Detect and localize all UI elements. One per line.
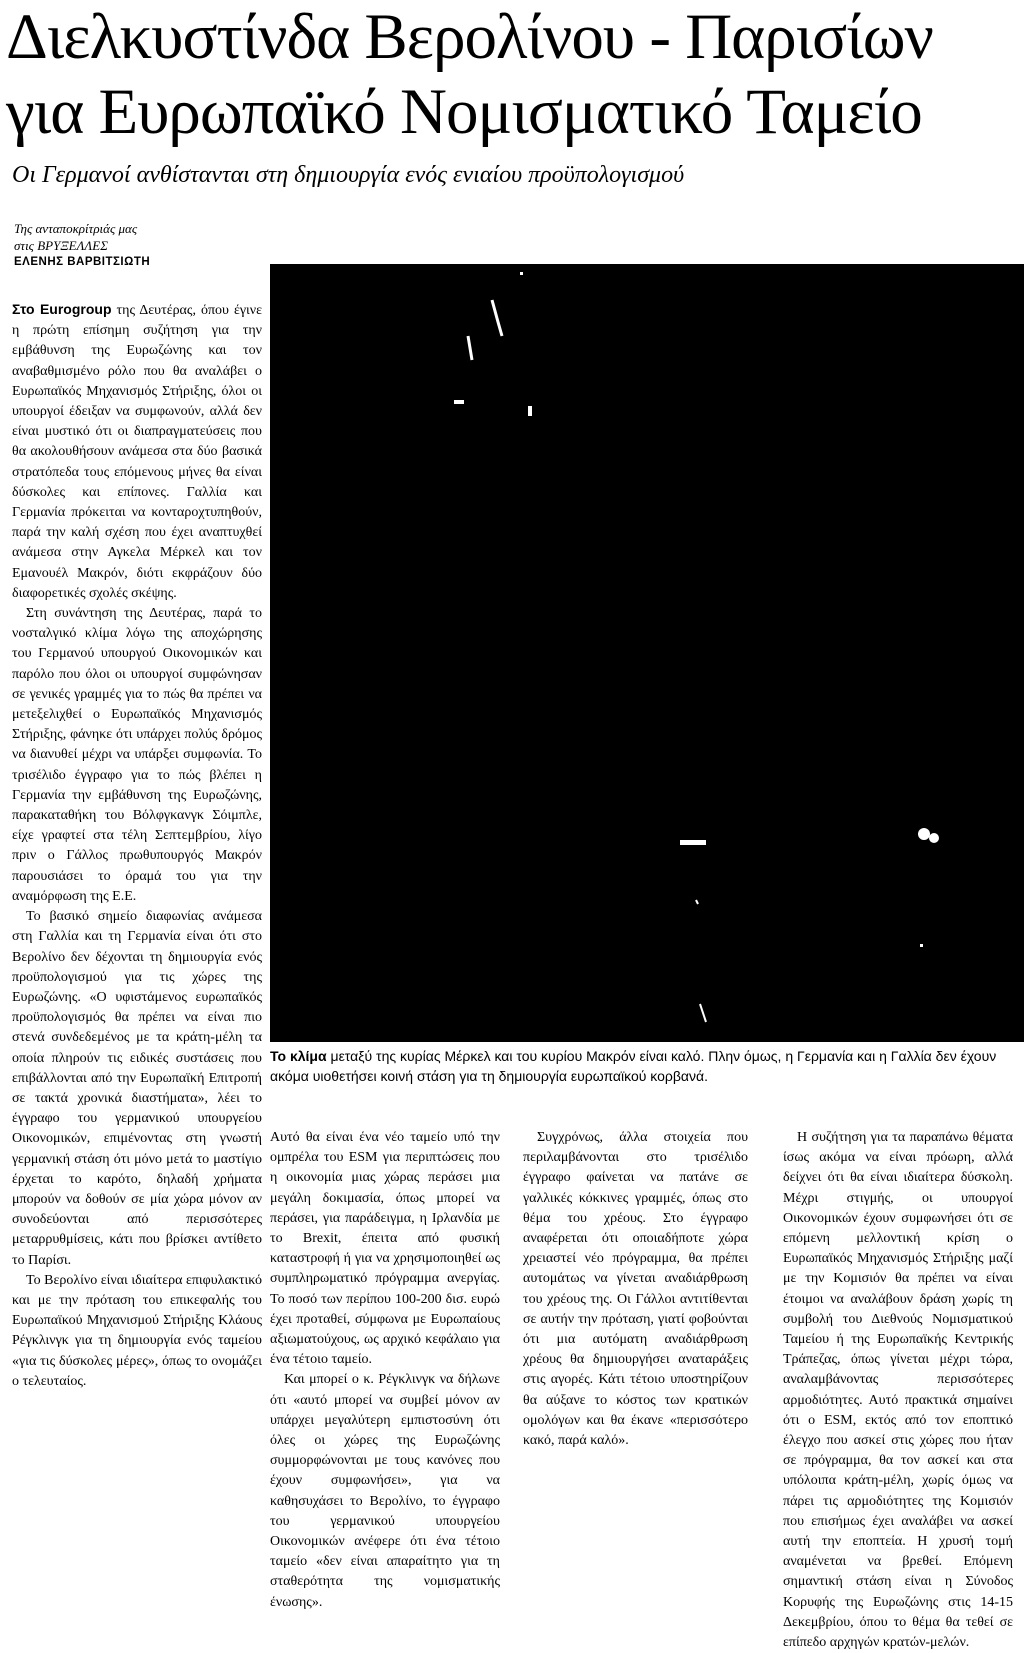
byline-author: ΕΛΕΝΗΣ ΒΑΡΒΙΤΣΙΩΤΗ [14, 256, 151, 268]
caption-text: μεταξύ της κυρίας Μέρκελ και του κυρίου Μακρόν είναι καλό. Πλην όμως, η Γερμανία και η Γαλλία δεν έχουν ακόμα υιοθετήσει κοινή στάση για τη δημιουργία ευρωπαϊκού κορβανά. [270, 1048, 997, 1084]
subtitle: Οι Γερμανοί ανθίστανται στη δημιουργία ενός ενιαίου προϋπολογισμού [12, 162, 685, 188]
paragraph-4: Το Βερολίνο είναι ιδιαίτερα επιφυλακτικό και με την πρόταση του επικεφαλής του Ευρωπαϊκού Μηχανισμού Στήριξης Κλάους Ρέγκλινγκ για τη δημιουργία ενός ταμείου «για τις δύσκολες μέρες», όπως το ονομάζει ο τελευταίος. [12, 1272, 262, 1389]
paragraph-8: Η συζήτηση για τα παραπάνω θέματα ίσως ακόμα να είναι πρόωρη, αλλά δείχνει ότι θα είναι ιδιαίτερα δύσκολη. Μέχρι στιγμής, οι υπουργοί Οικονομικών έχουν συμφωνήσει ότι σε επόμενη μελλοντική κρίση ο Ευρωπαϊκός Μηχανισμός Στήριξης μαζί με την Κομισιόν θα πρέπει να είναι έτοιμοι να αναλάβουν δράση χωρίς τη συμβολή του Διεθνούς Νομισματικού Ταμείου ή της Ευρωπαϊκής Κεντρικής Τράπεζας, όπως γίνεται μέχρι τώρα, αναλαμβάνοντας περισσότερες αρμοδιότητες. Αυτό πρακτικά σημαίνει ότι ο ESM, εκτός από τον εποπτικό έλεγχο που ασκεί στις χώρες που ήταν σε πρόγραμμα, θα τον ασκεί και στα υπόλοιπα κράτη-μέλη, χωρίς όμως να πάρει τις αρμοδιότητες της Κομισιόν που επισήμως έχει αναλάβει να ασκεί αυτή την εποπτεία. Η χρυσή τομή αναμένεται να βρεθεί. Επόμενη σημαντική στάση είναι η Σύνοδος Κορυφής της Ευρωζώνης στις 14-15 Δεκεμβρίου, όπου το θέμα θα τεθεί σε επίπεδο αρχηγών κρατών-μελών. [783, 1130, 1013, 1651]
paragraph-2: Στη συνάντηση της Δευτέρας, παρά το νοσταλγικό κλίμα λόγω της αποχώρησης του Γερμανού υπουργού Οικονομικών και παρόλο που όλοι οι υπουργοί συμφώνησαν σε γενικές γραμμές για το πώς θα πρέπει να μετεξελιχθεί ο Ευρωπαϊκός Μηχανισμός Στήριξης, φάνηκε ότι υπάρχει πολύς δρόμος να διανυθεί μέχρι να υπάρξει συμφωνία. Το τρισέλιδο έγγραφο για το πώς βλέπει η Γερμανία την εμβάθυνση της Ευρωζώνης, παρακαταθήκη του Βόλφγκανγκ Σόιμπλε, είχε γραφτεί στα τέλη Σεπτεμβρίου, λίγο πριν ο Γάλλος πρωθυπουργός Μακρόν παρουσιάσει το όραμά του για την αναμόρφωση της Ε.Ε. [12, 606, 262, 904]
byline-line-1: Της ανταποκρίτριάς μας [14, 221, 138, 236]
article-photo [270, 264, 1024, 1042]
photo-caption [270, 1046, 1018, 1086]
caption-run-in: Το κλίμα [270, 1048, 327, 1064]
headline-line-2: για Ευρωπαϊκό Νομισματικό Ταμείο [6, 76, 922, 148]
paragraph-3: Το βασικό σημείο διαφωνίας ανάμεσα στη Γαλλία και τη Γερμανία είναι ότι στο Βερολίνο δεν δέχονται τη δημιουργία ενός προϋπολογισμού για τις χώρες της Ευρωζώνης. «Ο υφιστάμενος ευρωπαϊκός προϋπολογισμός θα πρέπει να είναι πιο στενά συνδεδεμένος με τα κράτη-μέλη τα οποία πληρούν τις ειδικές συστάσεις που επιβάλλονται από την Ευρωπαϊκή Επιτροπή σε τακτά χρονικά διαστήματα», λέει το έγγραφο του γερμανικού υπουργείου Οικονομικών, επιμένοντας στη γνωστή γερμανική στάση ότι μόνο μετά το μαστίγιο έρχεται το καρότο, δηλαδή χρήματα μπορούν να δοθούν σε μία χώρα μόνον αν συνοδεύονται από περισσότερες μεταρρυθμίσεις, κάτι που βρίσκει αντίθετο το Παρίσι. [12, 909, 262, 1268]
paragraph-5: Αυτό θα είναι ένα νέο ταμείο υπό την ομπρέλα του ESM για περιπτώσεις που η οικονομία μιας χώρας περάσει μια μεγάλη δοκιμασία, όπως μπορεί να περάσει, για παράδειγμα, η Ιρλανδία με το Brexit, έπειτα από φυσική καταστροφή ή για να χρησιμοποιηθεί ως συμπληρωματικό πρόγραμμα ανεργίας. Το ποσό των περίπου 100-200 δισ. ευρώ έχει προταθεί, σύμφωνα με Ευρωπαίους αξιωματούχους, ως αρχικό κεφάλαιο για ένα τέτοιο ταμείο. [270, 1130, 500, 1368]
article-column-4 [783, 1128, 1013, 1653]
run-in-lead: Στο Eurogroup [12, 301, 112, 317]
paragraph-7: Συγχρόνως, άλλα στοιχεία που περιλαμβάνονται στο τρισέλιδο έγγραφο φαίνεται να πατάνε σε γαλλικές κόκκινες γραμμές, όπως στο θέμα του χρέους. Στο έγγραφο αναφέρεται ότι οποιαδήποτε χώρα χρειαστεί νέο πρόγραμμα, θα πρέπει αυτομάτως να γίνεται αναδιάρθρωση του χρέους της. Οι Γάλλοι αντιτίθενται σε αυτήν την πρόταση, γιατί φοβούνται ότι μια αυτόματη αναδιάρθρωση χρέους θα δημιουργήσει αναταράξεις στις αγορές. Κάτι τέτοιο υποστηρίζουν θα αύξανε το κόστος των κρατικών ομολόγων και θα έκανε «περισσότερο κακό, παρά καλό». [523, 1130, 748, 1449]
paragraph-1-text: της Δευτέρας, όπου έγινε η πρώτη επίσημη συζήτηση για την εμβάθυνση της Ευρωζώνης και τον αναβαθμισμένο ρόλο που θα αναλάβει ο Ευρωπαϊκός Μηχανισμός Στήριξης, όλοι οι υπουργοί έδειξαν να συμφωνούν, αλλά δεν είναι μυστικό ότι οι διαπραγματεύσεις που θα ακολουθήσουν ανάμεσα στα δύο βασικά στρατόπεδα τους επόμενους μήνες θα είναι δύσκολες και επίπονες. Γαλλία και Γερμανία πρόκειται να κονταροχτυπηθούν, παρά την καλή σχέση που έχει αναπτυχθεί ανάμεσα στην Αγκελα Μέρκελ και τον Εμανουέλ Μακρόν, διότι εκφράζουν δύο διαφορετικές σχολές σκέψης. [12, 303, 262, 601]
paragraph-1 [12, 299, 262, 604]
article-column-2 [270, 1128, 500, 1613]
article-column-3 [523, 1128, 748, 1451]
headline [6, 0, 1018, 150]
article-column-1 [12, 299, 262, 1392]
byline [14, 220, 264, 271]
paragraph-6: Και μπορεί ο κ. Ρέγκλινγκ να δήλωνε ότι «αυτό μπορεί να συμβεί μόνον αν υπάρχει μεγαλύτερη εμπιστοσύνη ότι όλες οι χώρες της Ευρωζώνης συμμορφώνονται με τους κανόνες που έχουν συμφωνήσει», για να καθησυχάσει το Βερολίνο, το έγγραφο του γερμανικού υπουργείου Οικονομικών ανέφερε ότι ένα τέτοιο ταμείο «δεν είναι απαραίτητο για τη σταθερότητα της νομισματικής ένωσης». [270, 1372, 500, 1610]
byline-line-2: στις ΒΡΥΞΕΛΛΕΣ [14, 238, 108, 253]
headline-line-1: Διελκυστίνδα Βερολίνου - Παρισίων [6, 1, 933, 73]
photo-image [270, 264, 1024, 1042]
